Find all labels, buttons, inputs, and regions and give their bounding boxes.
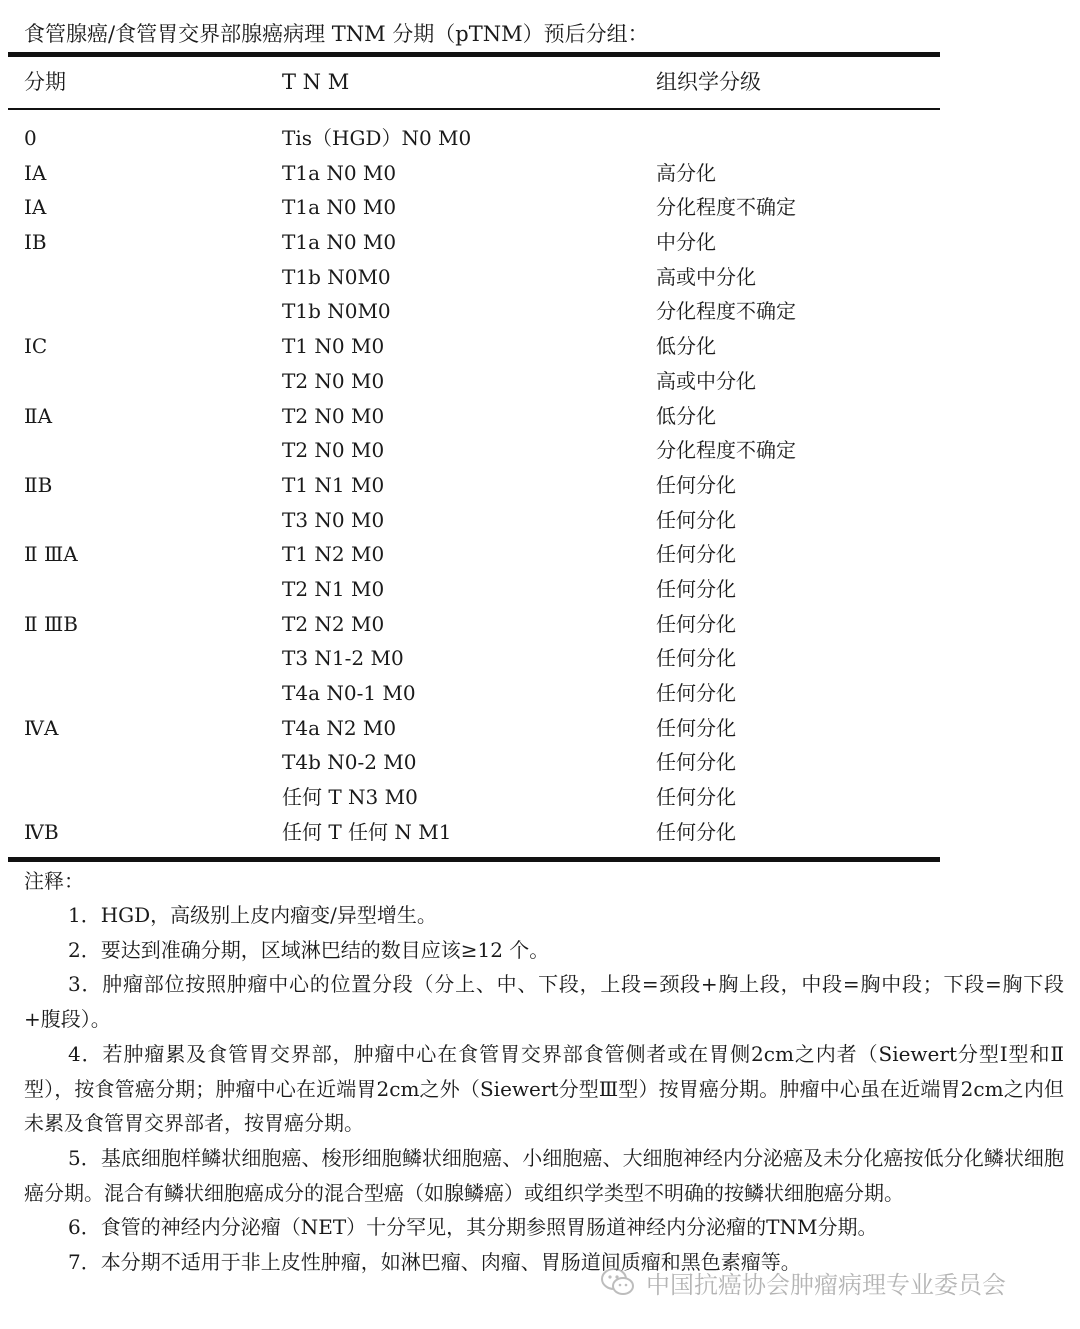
stage-cell: ⅠA	[24, 160, 47, 185]
stage-cell: Ⅱ ⅢA	[24, 542, 78, 567]
tnm-cell: T3 N1-2 M0	[282, 646, 404, 671]
notes-title: 注释：	[24, 869, 84, 893]
tnm-cell: T2 N0 M0	[282, 368, 385, 393]
watermark	[598, 1262, 1006, 1302]
tnm-cell: T2 N2 M0	[282, 611, 385, 636]
grade-cell: 任何分化	[656, 646, 736, 671]
table-row	[0, 399, 1080, 434]
table-row	[0, 815, 1080, 850]
grade-cell: 高或中分化	[656, 368, 756, 393]
grade-cell: 任何分化	[656, 750, 736, 775]
note-item: 4．若肿瘤累及食管胃交界部，肿瘤中心在食管胃交界部食管侧者或在胃侧2cm之内者（Siewert分型Ⅰ型和Ⅱ型），按食管癌分期；肿瘤中心在近端胃2cm之外（Siewert分型Ⅲ型）按胃癌分期。肿瘤中心虽在近端胃2cm之内但未累及食管胃交界部者，按胃癌分期。	[24, 1041, 1064, 1136]
grade-cell: 任何分化	[656, 715, 736, 740]
table-row	[0, 780, 1080, 815]
header-grade: 组织学分级	[656, 70, 761, 94]
table-row	[0, 225, 1080, 260]
grade-cell: 低分化	[656, 334, 716, 359]
table-row	[0, 433, 1080, 468]
table-row	[0, 676, 1080, 711]
grade-cell: 高分化	[656, 160, 716, 185]
note-item: 6．食管的神经内分泌瘤（NET）十分罕见，其分期参照胃肠道神经内分泌瘤的TNM分期。	[68, 1215, 878, 1240]
tnm-cell: T2 N0 M0	[282, 438, 385, 463]
table-row	[0, 607, 1080, 642]
tnm-cell: T4a N2 M0	[282, 715, 397, 740]
table-row	[0, 468, 1080, 503]
grade-cell: 任何分化	[656, 819, 736, 844]
tnm-cell: T2 N1 M0	[282, 576, 385, 601]
tnm-cell: T3 N0 M0	[282, 507, 385, 532]
tnm-cell: T1b N0M0	[282, 299, 391, 324]
stage-cell: ⅣA	[24, 715, 59, 740]
grade-cell: 低分化	[656, 403, 716, 428]
grade-cell: 任何分化	[656, 576, 736, 601]
grade-cell: 分化程度不确定	[656, 299, 796, 324]
tnm-cell: T1a N0 M0	[282, 160, 397, 185]
table-row	[0, 572, 1080, 607]
grade-cell: 任何分化	[656, 507, 736, 532]
stage-cell: ⅠC	[24, 334, 48, 359]
table-bottom-rule	[8, 857, 940, 862]
notes-list	[24, 898, 1064, 1280]
staging-table-body	[0, 121, 1080, 849]
stage-cell: ⅠB	[24, 230, 47, 255]
note-item: 2．要达到准确分期，区域淋巴结的数目应该≥12 个。	[68, 937, 550, 962]
wechat-icon	[598, 1262, 638, 1302]
note-item: 3．肿瘤部位按照肿瘤中心的位置分段（分上、中、下段，上段=颈段+胸上段，中段=胸中段；下段=胸下段+腹段）。	[24, 972, 1064, 1032]
stage-cell: ⅠA	[24, 195, 47, 220]
tnm-cell: 任何 T 任何 N M1	[282, 819, 452, 844]
note-item: 5．基底细胞样鳞状细胞癌、梭形细胞鳞状细胞癌、小细胞癌、大细胞神经内分泌癌及未分化癌按低分化鳞状细胞癌分期。混合有鳞状细胞癌成分的混合型癌（如腺鳞癌）或组织学类型不明确的按鳞状细胞癌分期。	[24, 1145, 1064, 1205]
tnm-cell: T1 N2 M0	[282, 542, 385, 567]
table-row	[0, 156, 1080, 191]
grade-cell: 中分化	[656, 230, 716, 255]
tnm-cell: T1b N0M0	[282, 264, 391, 289]
grade-cell: 分化程度不确定	[656, 195, 796, 220]
tnm-cell: T1a N0 M0	[282, 230, 397, 255]
stage-cell: ⅣB	[24, 819, 59, 844]
table-top-rule	[8, 52, 940, 57]
tnm-cell: T4a N0-1 M0	[282, 681, 416, 705]
tnm-cell: 任何 T N3 M0	[282, 785, 418, 810]
table-row	[0, 711, 1080, 746]
note-item: 7．本分期不适用于非上皮性肿瘤，如淋巴瘤、肉瘤、胃肠道间质瘤和黑色素瘤等。	[68, 1250, 801, 1275]
note-item: 1．HGD，高级别上皮内瘤变/异型增生。	[68, 903, 437, 927]
stage-cell: ⅡB	[24, 472, 53, 497]
page-title: 食管腺癌/食管胃交界部腺癌病理 TNM 分期（pTNM）预后分组：	[24, 22, 649, 46]
watermark-text: 中国抗癌协会肿瘤病理专业委员会	[646, 1270, 1006, 1299]
table-row	[0, 121, 1080, 156]
grade-cell: 任何分化	[656, 542, 736, 567]
header-tnm: T N M	[282, 70, 350, 94]
table-row	[0, 745, 1080, 780]
stage-cell: 0	[24, 126, 37, 150]
header-stage: 分期	[24, 70, 66, 94]
table-row	[0, 364, 1080, 399]
grade-cell: 任何分化	[656, 681, 736, 705]
grade-cell: 任何分化	[656, 472, 736, 497]
grade-cell: 任何分化	[656, 785, 736, 810]
table-row	[0, 260, 1080, 295]
tnm-cell: Tis（HGD）N0 M0	[282, 126, 472, 150]
table-row	[0, 190, 1080, 225]
tnm-cell: T1a N0 M0	[282, 195, 397, 220]
header-rule	[8, 108, 940, 110]
stage-cell: Ⅱ ⅢB	[24, 611, 78, 636]
grade-cell: 分化程度不确定	[656, 438, 796, 463]
stage-cell: ⅡA	[24, 403, 53, 428]
table-row	[0, 294, 1080, 329]
table-row	[0, 503, 1080, 538]
table-row	[0, 537, 1080, 572]
tnm-cell: T4b N0-2 M0	[282, 750, 417, 775]
grade-cell: 任何分化	[656, 611, 736, 636]
table-row	[0, 329, 1080, 364]
table-row	[0, 641, 1080, 676]
tnm-cell: T1 N0 M0	[282, 334, 385, 359]
tnm-cell: T2 N0 M0	[282, 403, 385, 428]
grade-cell: 高或中分化	[656, 264, 756, 289]
tnm-cell: T1 N1 M0	[282, 472, 385, 497]
